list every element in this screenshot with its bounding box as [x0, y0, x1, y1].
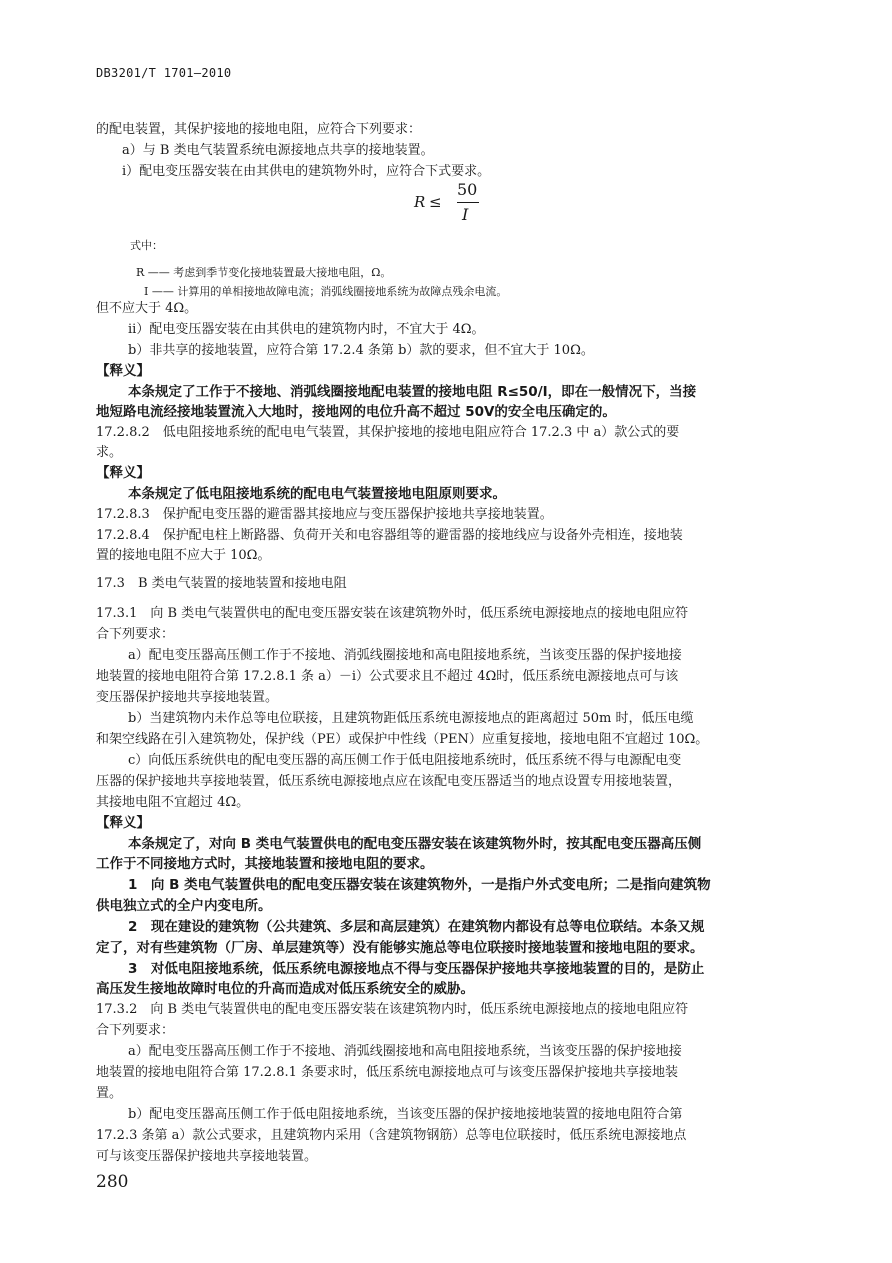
body-line: 和架空线路在引入建筑物处，保护线（PE）或保护中性线（PEN）应重复接地，接地电阻不宜超过 10Ω。 [96, 732, 709, 747]
page-number: 280 [96, 1172, 129, 1192]
body-line: 求。 [96, 445, 123, 460]
body-line: 合下列要求： [96, 627, 175, 642]
formula-numerator: 50 [457, 180, 478, 199]
body-line: c）向低压系统供电的配电变压器的高压侧工作于低电阻接地系统时，低压系统不得与电源配电变 [128, 753, 682, 768]
interpretation-heading: 【释义】 [96, 465, 150, 481]
section-heading: 17.3 B 类电气装置的接地装置和接地电阻 [96, 576, 347, 591]
body-line: 式中： [130, 239, 163, 252]
clause-line: 17.2.8.2 低电阻接地系统的配电电气装置，其保护接地的接地电阻应符合 17.2.3 中 a）款公式的要 [96, 425, 680, 440]
body-line: 压器的保护接地共享接地装置，低压系统电源接地点应在该配电变压器适当的地点设置专用接地装置， [96, 774, 682, 789]
interpretation-line: 本条规定了工作于不接地、消弧线圈接地配电装置的接地电阻 R≤50/I，即在一般情况下，当接 [128, 384, 697, 400]
body-line: b）非共享的接地装置，应符合第 17.2.4 条第 b）款的要求，但不宜大于 10Ω。 [128, 343, 594, 358]
body-line: 置的接地电阻不应大于 10Ω。 [96, 548, 271, 563]
interpretation-heading: 【释义】 [96, 815, 150, 831]
formula-lhs: R [414, 193, 426, 211]
body-line: ii）配电变压器安装在由其供电的建筑物内时，不宜大于 4Ω。 [128, 322, 485, 337]
interpretation-line: 1 向 B 类电气装置供电的配电变压器安装在该建筑物外，一是指户外式变电所；二是指向建筑物 [128, 877, 711, 893]
body-line: 置。 [96, 1086, 123, 1101]
interpretation-heading: 【释义】 [96, 363, 150, 379]
formula-relation: ≤ [429, 193, 442, 211]
interpretation-line: 地短路电流经接地装置流入大地时，接地网的电位升高不超过 50V的安全电压确定的。 [96, 404, 616, 420]
interpretation-line: 本条规定了低电阻接地系统的配电电气装置接地电阻原则要求。 [128, 486, 506, 502]
body-line: a）配电变压器高压侧工作于不接地、消弧线圈接地和高电阻接地系统，当该变压器的保护接地接 [128, 648, 682, 663]
body-line: b）配电变压器高压侧工作于低电阻接地系统，当该变压器的保护接地接地装置的接地电阻符合第 [128, 1107, 683, 1122]
body-line: 的配电装置，其保护接地的接地电阻，应符合下列要求： [96, 122, 422, 137]
interpretation-line: 工作于不同接地方式时，其接地装置和接地电阻的要求。 [96, 856, 434, 872]
body-line: 合下列要求： [96, 1023, 175, 1038]
document-code-header: DB3201/T 1701—2010 [96, 66, 232, 80]
body-line: 可与该变压器保护接地共享接地装置。 [96, 1149, 318, 1164]
clause-line: 17.3.2 向 B 类电气装置供电的配电变压器安装在该建筑物内时，低压系统电源接地点的接地电阻应符 [96, 1002, 689, 1017]
formula-denominator: I [462, 205, 469, 224]
body-line: 其接地电阻不宜超过 4Ω。 [96, 795, 250, 810]
interpretation-line: 2 现在建设的建筑物（公共建筑、多层和高层建筑）在建筑物内都设有总等电位联结。本条又规 [128, 919, 705, 935]
body-line: b）当建筑物内未作总等电位联接，且建筑物距低压系统电源接地点的距离超过 50m 时，低压电缆 [128, 711, 694, 726]
fraction-bar [457, 202, 479, 203]
body-line: 变压器保护接地共享接地装置。 [96, 690, 279, 705]
body-line: i）配电变压器安装在由其供电的建筑物外时，应符合下式要求。 [122, 164, 491, 179]
clause-line: 17.3.1 向 B 类电气装置供电的配电变压器安装在该建筑物外时，低压系统电源接地点的接地电阻应符 [96, 606, 689, 621]
body-line: 地装置的接地电阻符合第 17.2.8.1 条要求时，低压系统电源接地点可与该变压器保护接地共享接地装 [96, 1065, 679, 1080]
clause-line: 17.2.8.3 保护配电变压器的避雷器其接地应与变压器保护接地共享接地装置。 [96, 507, 553, 522]
body-line: 17.2.3 条第 a）款公式要求，且建筑物内采用（含建筑物钢筋）总等电位联接时，低压系统电源接地点 [96, 1128, 687, 1143]
body-line: a）配电变压器高压侧工作于不接地、消弧线圈接地和高电阻接地系统，当该变压器的保护接地接 [128, 1044, 682, 1059]
symbol-definition: I —— 计算用的单相接地故障电流；消弧线圈接地系统为故障点残余电流。 [144, 285, 508, 298]
interpretation-line: 定了，对有些建筑物（厂房、单层建筑等）没有能够实施总等电位联接时接地装置和接地电阻的要求。 [96, 940, 704, 956]
body-line: 但不应大于 4Ω。 [96, 301, 198, 316]
interpretation-line: 本条规定了，对向 B 类电气装置供电的配电变压器安装在该建筑物外时，按其配电变压器高压侧 [128, 836, 702, 852]
symbol-definition: R —— 考虑到季节变化接地装置最大接地电阻，Ω。 [136, 266, 392, 279]
body-line: 地装置的接地电阻符合第 17.2.8.1 条 a）－i）公式要求且不超过 4Ω时，低压系统电源接地点可与该 [96, 669, 679, 684]
interpretation-line: 供电独立式的全户内变电所。 [96, 898, 272, 914]
formula [414, 180, 494, 228]
interpretation-line: 高压发生接地故障时电位的升高而造成对低压系统安全的威胁。 [96, 981, 474, 997]
interpretation-line: 3 对低电阻接地系统，低压系统电源接地点不得与变压器保护接地共享接地装置的目的，是防止 [128, 961, 705, 977]
body-line: a）与 B 类电气装置系统电源接地点共享的接地装置。 [122, 143, 434, 158]
clause-line: 17.2.8.4 保护配电柱上断路器、负荷开关和电容器组等的避雷器的接地线应与设备外壳相连，接地装 [96, 528, 683, 543]
